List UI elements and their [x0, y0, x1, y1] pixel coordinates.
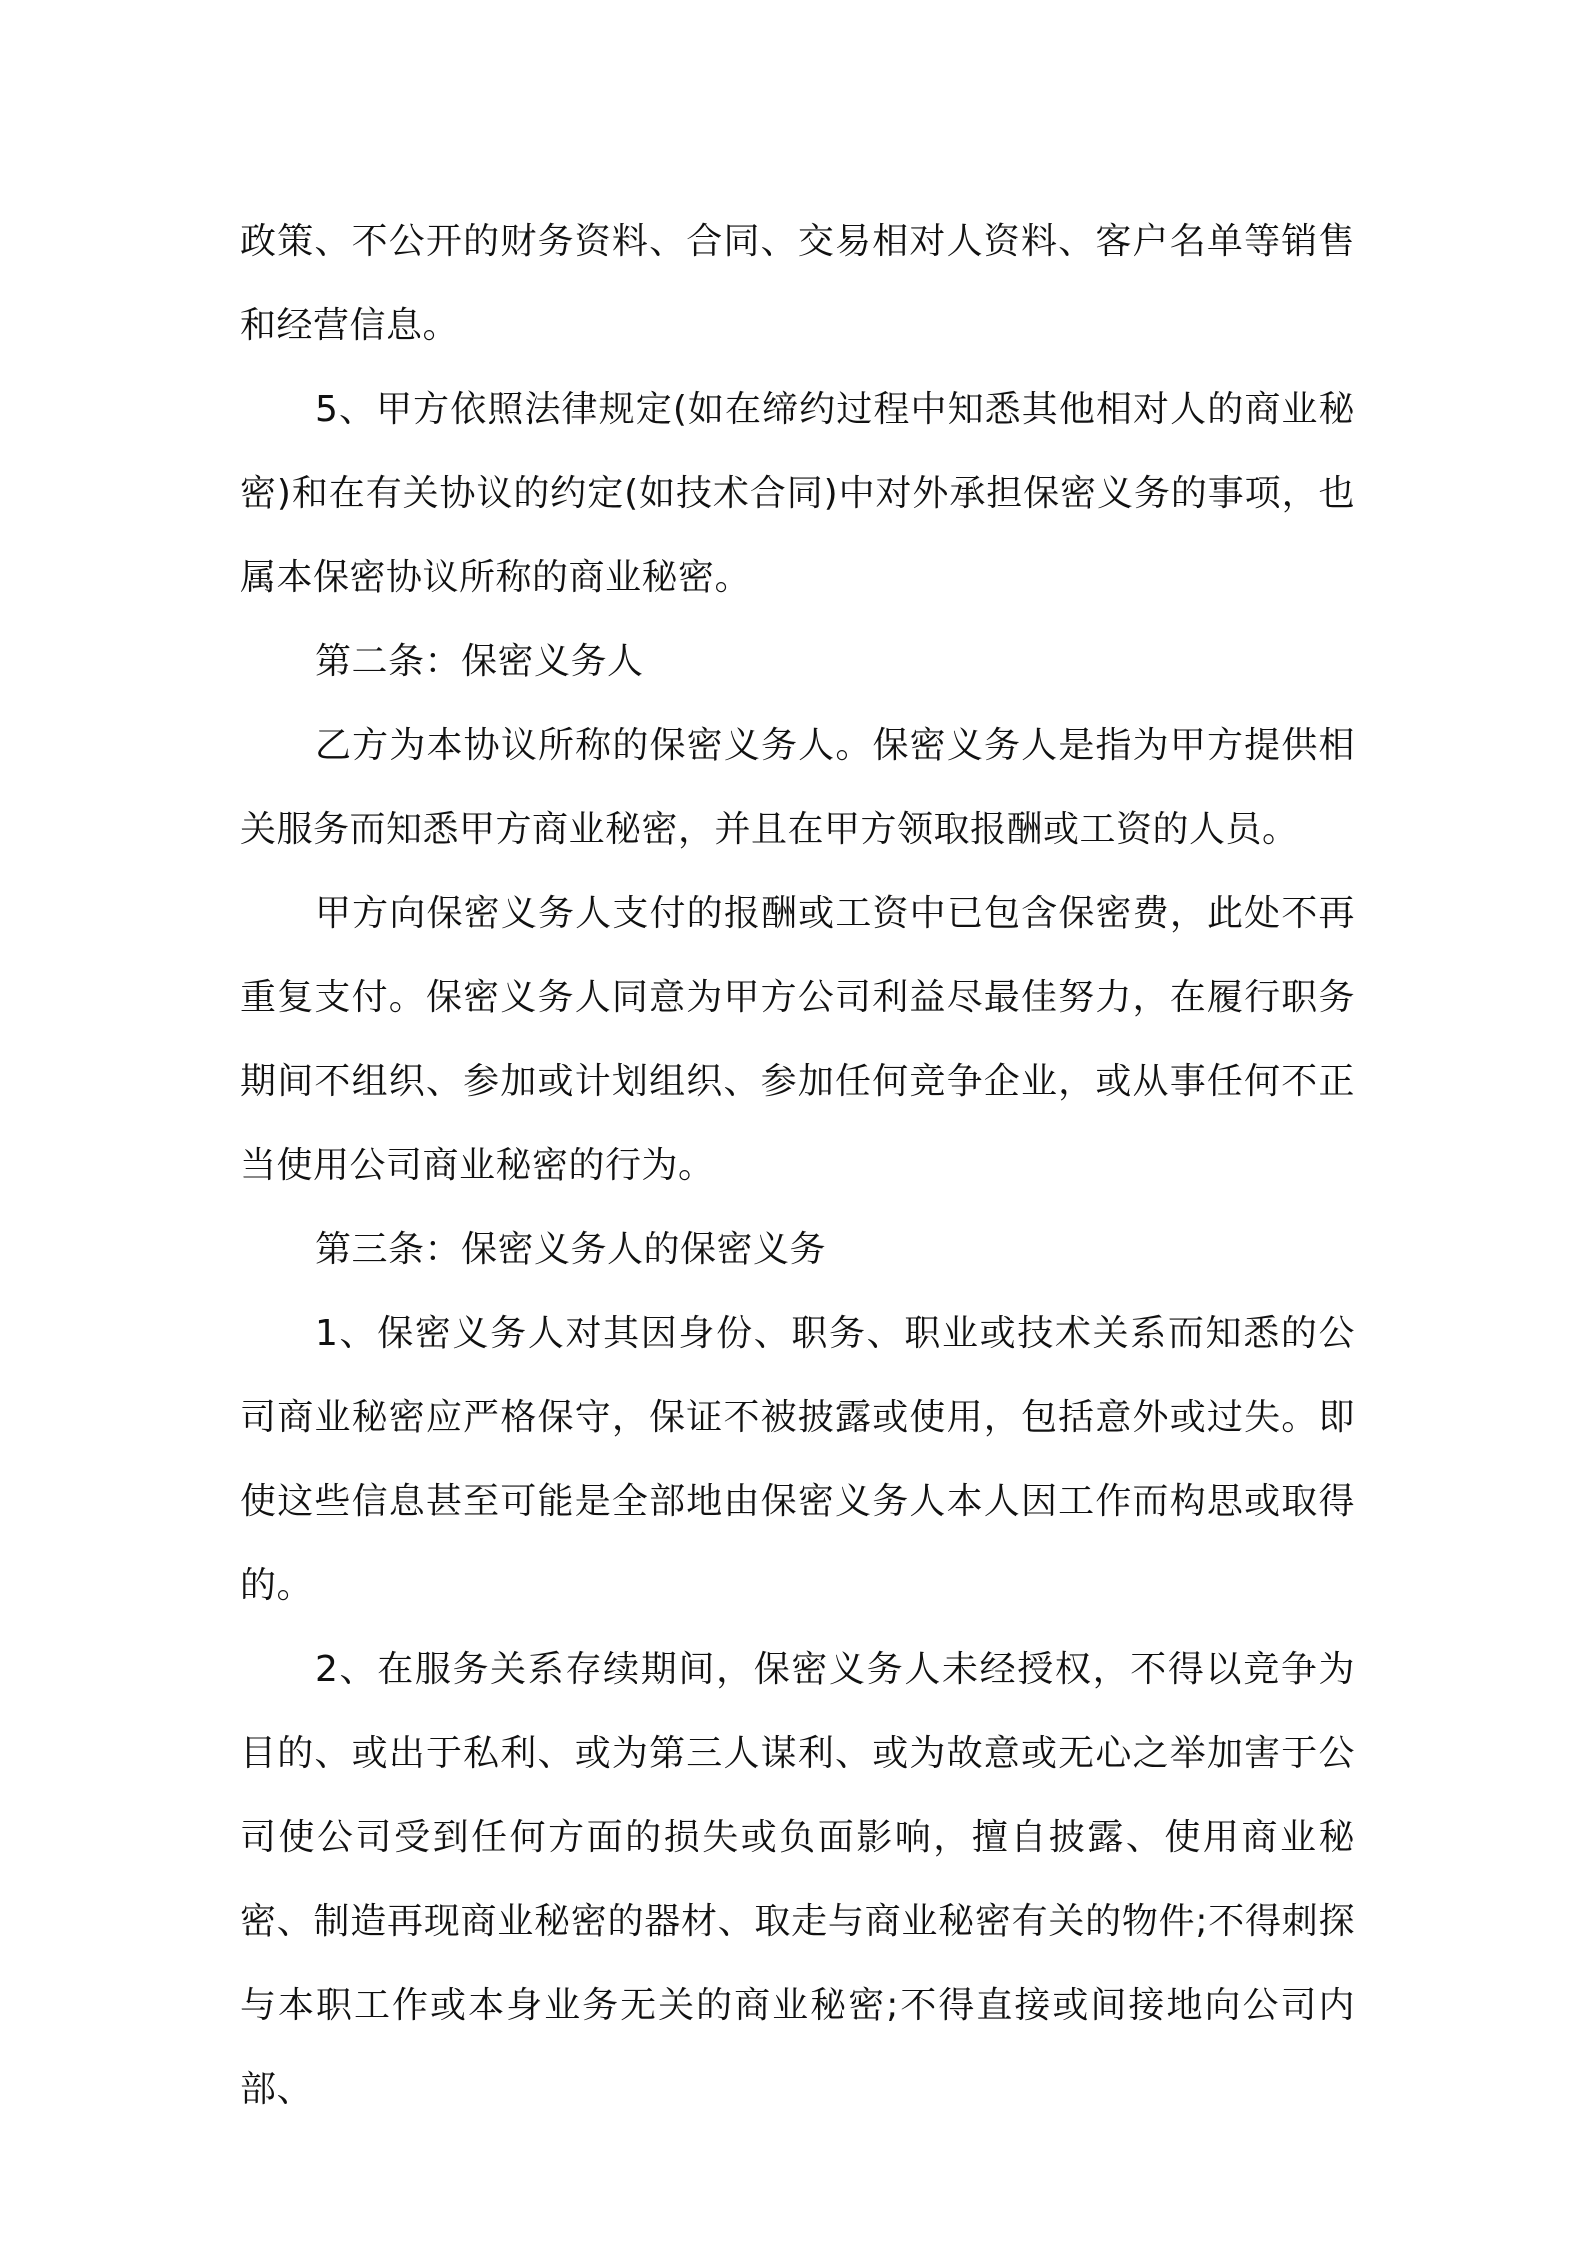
article-3-heading: 第三条：保密义务人的保密义务: [315, 1229, 827, 1270]
paragraph-clause-5: 5、甲方依照法律规定(如在缔约过程中知悉其他相对人的商业秘密)和在有关协议的约定(如技术合同)中对外承担保密义务的事项，也属本保密协议所称的商业秘密。: [240, 389, 1355, 598]
article-2-heading: 第二条：保密义务人: [315, 641, 644, 682]
document-body: [240, 200, 1355, 2132]
paragraph-article-2-definition: 乙方为本协议所称的保密义务人。保密义务人是指为甲方提供相关服务而知悉甲方商业秘密，并且在甲方领取报酬或工资的人员。: [240, 725, 1355, 850]
paragraph-article-3-item-1: 1、保密义务人对其因身份、职务、职业或技术关系而知悉的公司商业秘密应严格保守，保证不被披露或使用，包括意外或过失。即使这些信息甚至可能是全部地由保密义务人本人因工作而构思或取得的。: [240, 1313, 1355, 1606]
paragraph-continuation: 政策、不公开的财务资料、合同、交易相对人资料、客户名单等销售和经营信息。: [240, 221, 1355, 346]
paragraph-article-2-payment: 甲方向保密义务人支付的报酬或工资中已包含保密费，此处不再重复支付。保密义务人同意为甲方公司利益尽最佳努力，在履行职务期间不组织、参加或计划组织、参加任何竞争企业，或从事任何不正当使用公司商业秘密的行为。: [240, 893, 1355, 1186]
paragraph-article-3-item-2: 2、在服务关系存续期间，保密义务人未经授权，不得以竞争为目的、或出于私利、或为第三人谋利、或为故意或无心之举加害于公司使公司受到任何方面的损失或负面影响，擅自披露、使用商业秘密、制造再现商业秘密的器材、取走与商业秘密有关的物件;不得刺探与本职工作或本身业务无关的商业秘密;不得直接或间接地向公司内部、: [240, 1649, 1355, 2110]
